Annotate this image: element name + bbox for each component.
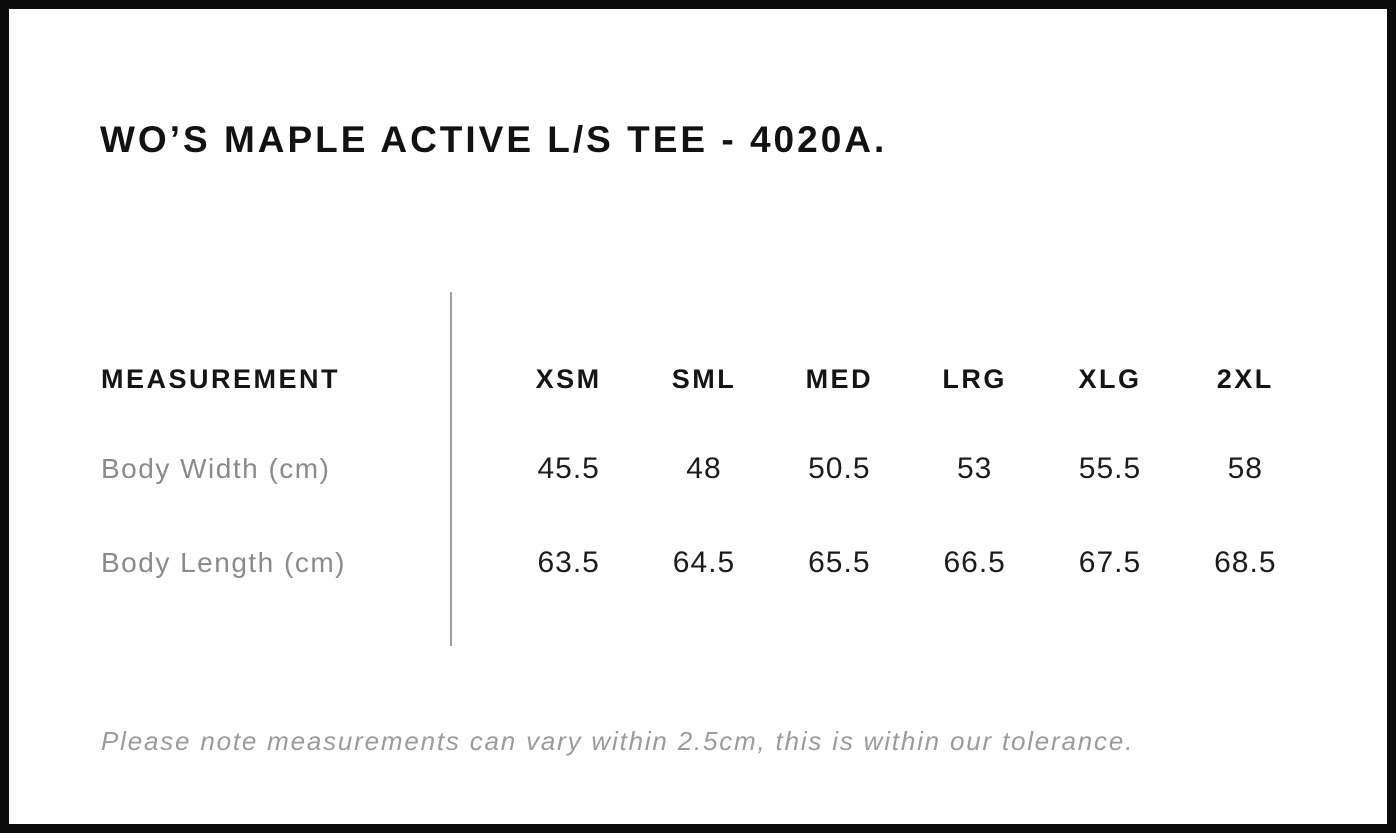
table-row-body-width — [101, 449, 1313, 489]
size-header-cells — [501, 359, 1313, 399]
size-header-sml: SML — [671, 363, 737, 394]
size-value: 48 — [686, 452, 722, 485]
row-label-body-length: Body Length (cm) — [101, 547, 346, 578]
size-header-xlg: XLG — [1078, 363, 1142, 394]
size-value: 67.5 — [1078, 546, 1142, 579]
size-table — [101, 292, 1313, 646]
body-width-value-cells — [501, 449, 1313, 489]
size-value: 64.5 — [672, 546, 736, 579]
size-value: 50.5 — [808, 452, 871, 485]
size-value: 45.5 — [537, 452, 600, 485]
size-value: 65.5 — [808, 546, 871, 579]
size-value: 53 — [956, 452, 993, 485]
page-title: WO’S MAPLE ACTIVE L/S TEE - 4020A. — [100, 119, 888, 160]
body-length-value-cells — [501, 543, 1313, 583]
measurement-column-header: MEASUREMENT — [101, 363, 341, 394]
size-value: 68.5 — [1214, 546, 1277, 579]
tolerance-note: Please note measurements can vary within 2.5cm, this is within our tolerance. — [101, 726, 1135, 756]
size-header-lrg: LRG — [942, 363, 1007, 394]
size-value: 58 — [1227, 452, 1263, 485]
row-label-body-width: Body Width (cm) — [101, 453, 331, 484]
size-value: 55.5 — [1078, 452, 1142, 485]
size-value: 63.5 — [537, 546, 600, 579]
size-value: 66.5 — [943, 546, 1006, 579]
size-header-2xl: 2XL — [1216, 363, 1274, 394]
size-header-xsm: XSM — [535, 363, 602, 394]
table-row-body-length — [101, 543, 1313, 583]
table-header-row — [101, 359, 1313, 399]
size-header-med: MED — [805, 363, 874, 394]
